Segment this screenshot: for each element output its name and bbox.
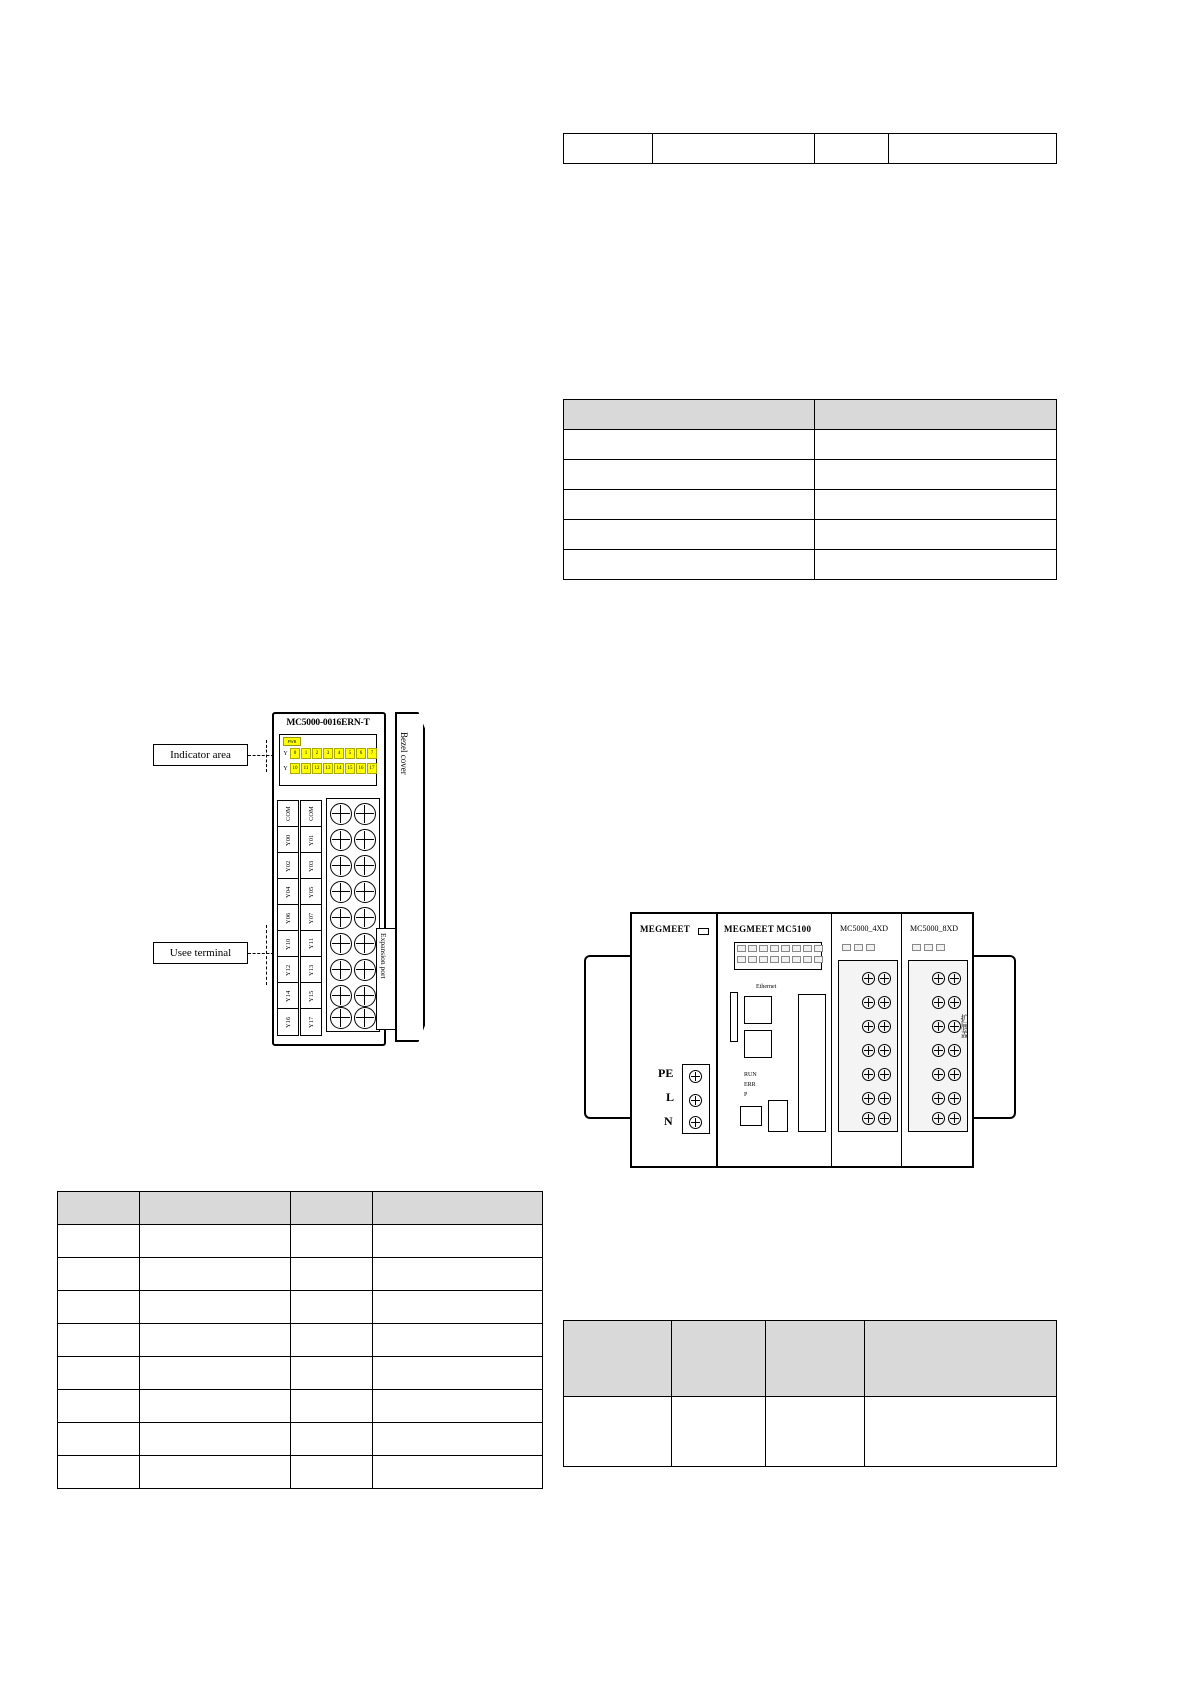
led-indicator xyxy=(737,945,746,952)
terminal-label: Y14 xyxy=(277,982,299,1010)
leader-line-indicator xyxy=(248,755,274,756)
table-cell xyxy=(815,430,1057,460)
cpu-card-slot-2 xyxy=(744,1030,772,1058)
table-header-cell xyxy=(766,1321,865,1397)
terminal-label: Y15 xyxy=(300,982,322,1010)
led-row-prefix: Y xyxy=(283,750,288,757)
p-led-label: P xyxy=(744,1092,748,1098)
bezel-cover xyxy=(395,712,425,1042)
table-row xyxy=(564,460,1057,490)
led-indicator: 10 xyxy=(290,763,300,774)
table-cell xyxy=(672,1397,766,1467)
table-cell xyxy=(290,1258,372,1291)
led-indicator xyxy=(803,945,812,952)
terminal-label: Y00 xyxy=(277,826,299,854)
table-header-cell xyxy=(815,400,1057,430)
screw-icon xyxy=(354,985,376,1007)
terminal-label: Y02 xyxy=(277,852,299,880)
expansion-module-1 xyxy=(832,914,902,1166)
table-row xyxy=(58,1324,543,1357)
table-cell xyxy=(373,1258,543,1291)
led-indicator: 16 xyxy=(356,763,366,774)
led-indicator xyxy=(792,956,801,963)
cpu-card-slot xyxy=(744,996,772,1024)
table-cell xyxy=(564,1397,672,1467)
table-cell xyxy=(290,1324,372,1357)
screw-icon xyxy=(354,881,376,903)
err-led-label: ERR xyxy=(744,1082,756,1088)
screw-terminal-block xyxy=(326,798,380,1032)
terminal-label-column-right xyxy=(300,800,322,1028)
cpu-comm-port xyxy=(768,1100,788,1132)
table-cell xyxy=(815,490,1057,520)
led-indicator xyxy=(770,956,779,963)
led-indicator xyxy=(866,944,875,951)
table-row xyxy=(58,1456,543,1489)
table-cell xyxy=(290,1225,372,1258)
led-row-prefix: Y xyxy=(283,765,288,772)
table-cell xyxy=(373,1324,543,1357)
screw-icon xyxy=(948,1068,961,1081)
power-indicator xyxy=(698,928,709,935)
screw-icon xyxy=(330,959,352,981)
cpu-dip-switch xyxy=(730,992,738,1042)
screw-icon xyxy=(932,972,945,985)
table-row xyxy=(58,1357,543,1390)
terminal-label: Y04 xyxy=(277,878,299,906)
table-cell xyxy=(373,1456,543,1489)
screw-icon xyxy=(878,972,891,985)
expansion-module-2-label: MC5000_8XD xyxy=(910,924,959,933)
system-assembly-figure xyxy=(578,900,1018,1190)
table-cell xyxy=(564,430,815,460)
screw-icon xyxy=(354,907,376,929)
table-row xyxy=(58,1291,543,1324)
screw-icon xyxy=(932,1092,945,1105)
table-cell xyxy=(889,134,1057,164)
expansion-port-label: Expansion port xyxy=(379,933,388,979)
led-row-y0 xyxy=(282,748,377,759)
led-indicator xyxy=(748,956,757,963)
module-model-label: MC5000-0016ERN-T xyxy=(286,718,370,728)
table-cell xyxy=(58,1225,140,1258)
screw-icon xyxy=(689,1094,702,1107)
break-line-right xyxy=(970,955,1016,1119)
table-cell xyxy=(58,1456,140,1489)
screw-icon xyxy=(862,1092,875,1105)
terminal-label: Y16 xyxy=(277,1008,299,1036)
terminal-pe-label: PE xyxy=(658,1066,674,1080)
table-cell xyxy=(140,1291,290,1324)
table-row xyxy=(58,1225,543,1258)
led-indicator xyxy=(912,944,921,951)
table-row xyxy=(564,550,1057,580)
terminal-label: Y12 xyxy=(277,956,299,984)
led-indicator xyxy=(814,945,823,952)
power-led: PWR xyxy=(283,737,301,746)
top-right-table xyxy=(563,133,1057,164)
module-figure xyxy=(140,700,470,1060)
screw-icon xyxy=(354,933,376,955)
screw-icon xyxy=(330,933,352,955)
cpu-usb-port xyxy=(740,1106,762,1126)
screw-icon xyxy=(878,1112,891,1125)
terminal-l-label: L xyxy=(666,1090,675,1104)
ethernet-port-label: Ethernet xyxy=(756,984,777,990)
led-indicator xyxy=(924,944,933,951)
screw-icon xyxy=(354,803,376,825)
screw-icon xyxy=(354,959,376,981)
led-indicator xyxy=(936,944,945,951)
led-indicator xyxy=(803,956,812,963)
terminal-label: COM xyxy=(300,800,322,828)
system-frame xyxy=(630,912,974,1168)
table-cell xyxy=(564,520,815,550)
table-cell xyxy=(140,1258,290,1291)
table-cell xyxy=(815,134,889,164)
screw-icon xyxy=(948,1112,961,1125)
screw-icon xyxy=(862,996,875,1009)
screw-icon xyxy=(932,1068,945,1081)
table-cell xyxy=(140,1225,290,1258)
cpu-led-row-y xyxy=(737,956,823,963)
table-cell xyxy=(58,1357,140,1390)
table-cell xyxy=(290,1357,372,1390)
cpu-module xyxy=(718,914,832,1166)
table-row xyxy=(564,1397,1057,1467)
table-row xyxy=(564,430,1057,460)
table-cell xyxy=(290,1456,372,1489)
screw-icon xyxy=(878,1044,891,1057)
screw-icon xyxy=(330,881,352,903)
table-header-cell xyxy=(564,1321,672,1397)
terminal-label: Y07 xyxy=(300,904,322,932)
screw-icon xyxy=(354,829,376,851)
terminal-label: Y17 xyxy=(300,1008,322,1036)
led-indicator: 3 xyxy=(323,748,333,759)
table-cell xyxy=(564,550,815,580)
table-header-row xyxy=(58,1192,543,1225)
callout-user-terminal: Usee terminal xyxy=(153,942,248,964)
screw-icon xyxy=(689,1116,702,1129)
table-cell xyxy=(373,1423,543,1456)
led-row-y1 xyxy=(282,763,377,774)
table-header-row xyxy=(564,400,1057,430)
table-cell xyxy=(140,1456,290,1489)
terminal-label-area xyxy=(277,800,323,1028)
led-indicator xyxy=(748,945,757,952)
screw-icon xyxy=(948,996,961,1009)
terminal-label: Y13 xyxy=(300,956,322,984)
led-indicator xyxy=(759,956,768,963)
led-indicator xyxy=(842,944,851,951)
led-indicator xyxy=(854,944,863,951)
screw-icon xyxy=(354,855,376,877)
right-spec-table xyxy=(563,399,1057,580)
table-cell xyxy=(140,1423,290,1456)
table-header-cell xyxy=(564,400,815,430)
table-row xyxy=(564,134,1057,164)
power-supply-module xyxy=(632,914,718,1166)
table-row xyxy=(58,1258,543,1291)
table-header-cell xyxy=(290,1192,372,1225)
led-indicator: 17 xyxy=(367,763,377,774)
run-led-label: RUN xyxy=(744,1072,757,1078)
screw-icon xyxy=(878,996,891,1009)
table-header-row xyxy=(564,1321,1057,1397)
table-cell xyxy=(864,1397,1056,1467)
screw-icon xyxy=(932,1020,945,1033)
led-indicator: 2 xyxy=(312,748,322,759)
screw-icon xyxy=(330,829,352,851)
table-cell xyxy=(140,1324,290,1357)
table-cell xyxy=(815,520,1057,550)
expansion-module-2 xyxy=(902,914,972,1166)
table-row xyxy=(564,490,1057,520)
screw-icon xyxy=(689,1070,702,1083)
bezel-cover-label: Bezel cover xyxy=(399,732,409,775)
screw-icon xyxy=(932,996,945,1009)
indicator-panel xyxy=(279,734,377,786)
table-cell xyxy=(373,1357,543,1390)
table-cell xyxy=(58,1291,140,1324)
table-cell xyxy=(815,550,1057,580)
table-cell xyxy=(652,134,815,164)
screw-icon xyxy=(862,1112,875,1125)
leader-line-terminal xyxy=(248,953,274,954)
table-row xyxy=(58,1390,543,1423)
table-cell xyxy=(373,1291,543,1324)
bottom-left-table xyxy=(57,1191,543,1489)
table-cell xyxy=(373,1225,543,1258)
table-cell xyxy=(815,460,1057,490)
screw-icon xyxy=(878,1068,891,1081)
led-indicator: 1 xyxy=(301,748,311,759)
table-header-cell xyxy=(864,1321,1056,1397)
led-indicator: 13 xyxy=(323,763,333,774)
screw-icon xyxy=(862,972,875,985)
screw-icon xyxy=(878,1020,891,1033)
table-cell xyxy=(58,1324,140,1357)
screw-icon xyxy=(330,855,352,877)
table-cell xyxy=(58,1390,140,1423)
screw-icon xyxy=(862,1068,875,1081)
leader-bracket-terminal xyxy=(266,925,267,985)
cpu-terminal-strip xyxy=(798,994,826,1132)
screw-icon xyxy=(354,1007,376,1029)
screw-icon xyxy=(862,1044,875,1057)
led-indicator: 4 xyxy=(334,748,344,759)
cpu-led-row-x xyxy=(737,945,823,952)
led-indicator xyxy=(759,945,768,952)
terminal-label: Y10 xyxy=(277,930,299,958)
screw-icon xyxy=(948,1044,961,1057)
bottom-right-table xyxy=(563,1320,1057,1467)
terminal-label: Y03 xyxy=(300,852,322,880)
expansion-2-led-row xyxy=(912,944,945,951)
power-brand-label: MEGMEET xyxy=(640,924,691,934)
table-header-cell xyxy=(373,1192,543,1225)
screw-icon xyxy=(948,972,961,985)
table-cell xyxy=(373,1390,543,1423)
table-cell xyxy=(564,460,815,490)
callout-indicator-area: Indicator area xyxy=(153,744,248,766)
expansion-1-led-row xyxy=(842,944,875,951)
table-cell xyxy=(564,490,815,520)
led-indicator xyxy=(781,945,790,952)
terminal-label: Y06 xyxy=(277,904,299,932)
expansion-module-1-label: MC5000_4XD xyxy=(840,924,889,933)
terminal-label: Y01 xyxy=(300,826,322,854)
led-indicator: 6 xyxy=(356,748,366,759)
led-indicator: 12 xyxy=(312,763,322,774)
screw-icon xyxy=(330,803,352,825)
break-line-left xyxy=(584,955,632,1119)
led-indicator xyxy=(737,956,746,963)
terminal-n-label: N xyxy=(664,1114,673,1128)
table-cell xyxy=(140,1357,290,1390)
led-indicator: 0 xyxy=(290,748,300,759)
screw-icon xyxy=(932,1112,945,1125)
table-cell xyxy=(58,1423,140,1456)
table-cell xyxy=(290,1390,372,1423)
cpu-brand-label: MEGMEET MC5100 xyxy=(724,924,812,934)
screw-icon xyxy=(330,1007,352,1029)
led-indicator xyxy=(792,945,801,952)
table-cell xyxy=(766,1397,865,1467)
led-indicator: 11 xyxy=(301,763,311,774)
table-row xyxy=(58,1423,543,1456)
screw-icon xyxy=(878,1092,891,1105)
table-cell xyxy=(290,1423,372,1456)
leader-bracket-indicator xyxy=(266,740,267,772)
system-side-label: 扩展盖 xyxy=(960,1014,969,1038)
terminal-label: Y05 xyxy=(300,878,322,906)
table-cell xyxy=(140,1390,290,1423)
led-indicator: 14 xyxy=(334,763,344,774)
table-cell xyxy=(564,134,653,164)
terminal-label-column-left xyxy=(277,800,299,1028)
table-header-cell xyxy=(140,1192,290,1225)
screw-icon xyxy=(932,1044,945,1057)
screw-icon xyxy=(330,985,352,1007)
screw-icon xyxy=(862,1020,875,1033)
led-indicator xyxy=(781,956,790,963)
terminal-label: Y11 xyxy=(300,930,322,958)
expansion-port xyxy=(376,928,396,1030)
led-indicator xyxy=(814,956,823,963)
screw-icon xyxy=(330,907,352,929)
led-indicator: 15 xyxy=(345,763,355,774)
table-cell xyxy=(58,1258,140,1291)
table-cell xyxy=(290,1291,372,1324)
table-row xyxy=(564,520,1057,550)
led-indicator: 7 xyxy=(367,748,377,759)
table-header-cell xyxy=(58,1192,140,1225)
terminal-label: COM xyxy=(277,800,299,828)
table-header-cell xyxy=(672,1321,766,1397)
led-indicator: 5 xyxy=(345,748,355,759)
screw-icon xyxy=(948,1092,961,1105)
led-indicator xyxy=(770,945,779,952)
